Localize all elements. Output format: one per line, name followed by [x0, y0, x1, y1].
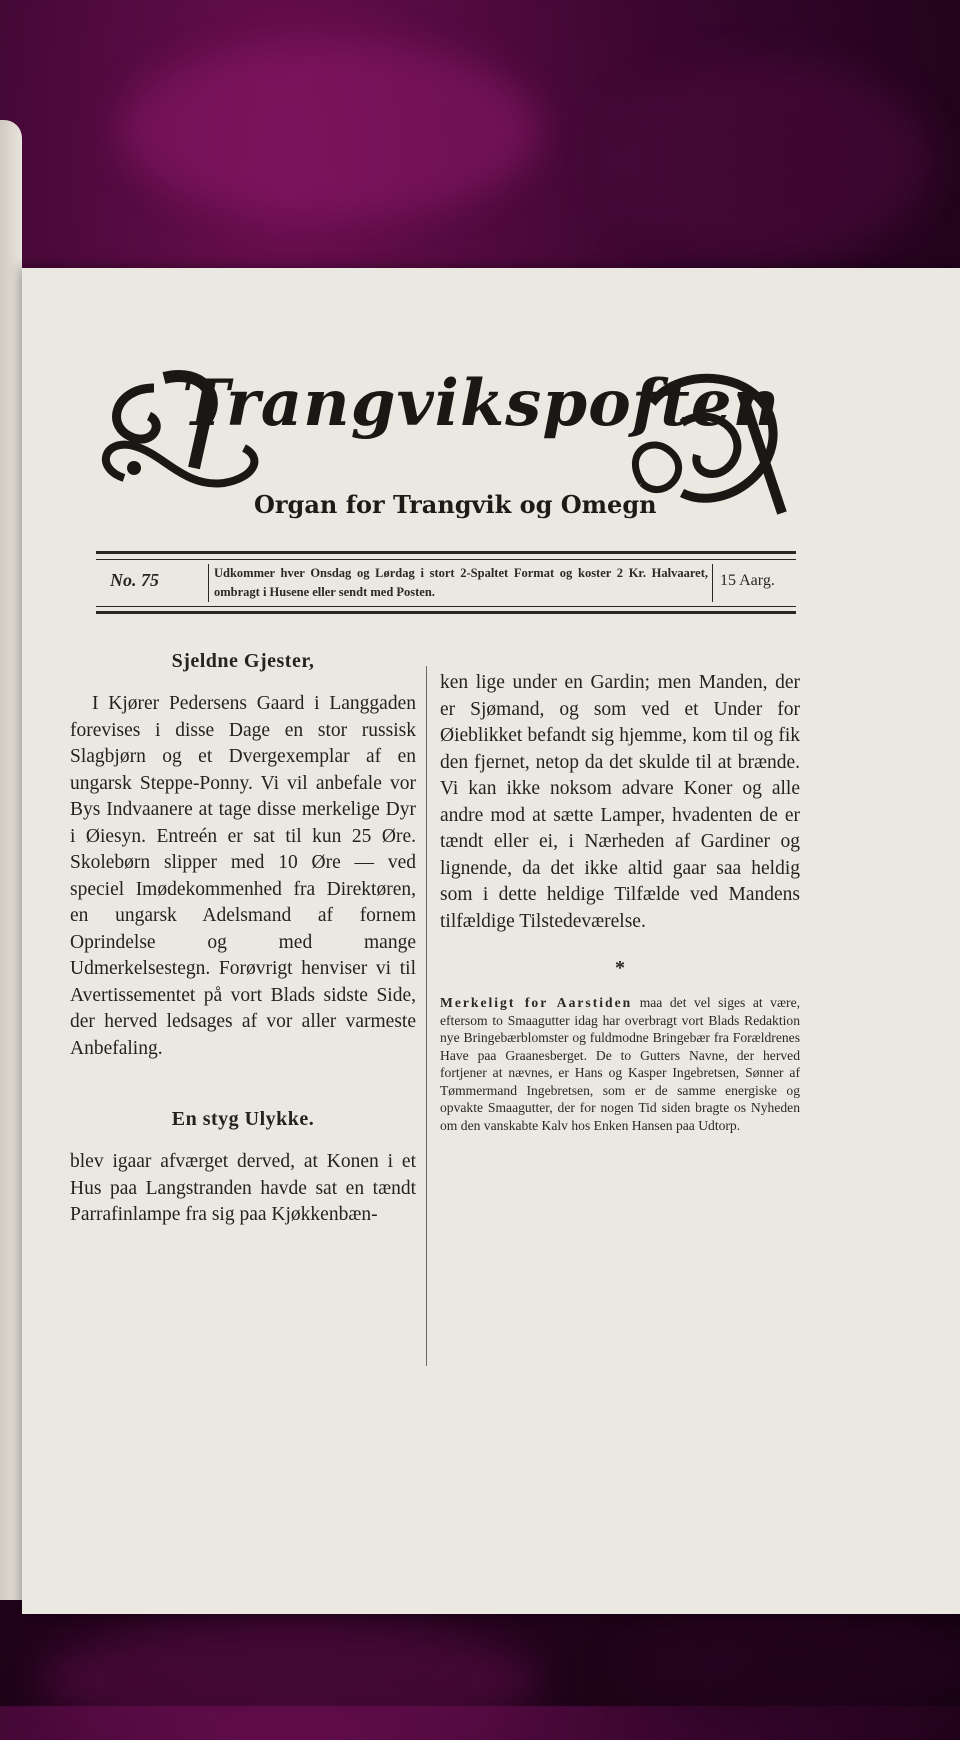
cloth-fold [40, 1620, 540, 1740]
column-divider [426, 666, 427, 1366]
masthead [22, 268, 960, 598]
section-separator: * [615, 957, 625, 979]
cloth-fold [600, 60, 930, 260]
newspaper-page [22, 268, 960, 1614]
article-heading: Sjeldne Gjester, [171, 650, 315, 672]
strip-divider [712, 564, 713, 602]
right-column [440, 670, 800, 1134]
masthead-rule [96, 606, 796, 607]
masthead-rule [96, 611, 796, 614]
left-column [70, 650, 416, 1229]
notice-text: maa det vel siges at være, eftersom to Smaagutter idag har overbragt vort Blads Redaktion nye Bringebærblomster og fuldmodne Bringebær fra Forældrenes Have paa Graanesberget. De to Gutters Navne, der herved fortjener at nævnes, er Hans og Kasper Ingebretsen, Sønner af Tømmermand Ingebretsen, som er de samme energiske og opvakte Smaagutter, der for nogen Tid siden bragte os Nyheden om den vanskabte Kalv hos Enken Hansen paa Udtorp. [440, 995, 800, 1133]
strip-divider [208, 564, 209, 602]
article-body: blev igaar afværget derved, at Konen i et Hus paa Langstranden havde sat en tændt Parrafinlampe fra sig paa Kjøkkenbæn- [70, 1151, 416, 1225]
previous-page-edge [0, 120, 22, 1600]
publication-info: Udkommer hver Onsdag og Lørdag i stort 2-Spaltet Format og koster 2 Kr. Halvaaret, ombragt i Husene eller sendt med Posten. [214, 566, 708, 599]
newspaper-subtitle: Organ for Trangvik og Omegn [254, 490, 657, 519]
notice-lead: Merkeligt for Aarstiden [440, 995, 633, 1010]
article-body: I Kjører Pedersens Gaard i Langgaden forevises i disse Dage en stor russisk Slagbjørn og et Dvergexemplar af en ungarsk Steppe-Ponny. Vi vil anbefale vor Bys Indvaanere at tage disse merkelige Dyr i Øiesyn. Entreén er sat til kun 25 Øre. Skolebørn slipper med 10 Øre — ved speciel Imødekommenhed fra Direktøren, en ungarsk Adelsmand af fornem Oprindelse og med mange Udmerkelsestegn. Forøvrigt henviser vi til Avertissementet på vort Blads sidste Side, der herved ledsages af vor aller varmeste Anbefaling. [70, 693, 416, 1059]
cloth-fold [620, 1610, 960, 1720]
notice-body [440, 994, 800, 1134]
newspaper-title: Trangvikspoften [182, 366, 781, 441]
masthead-rule [96, 551, 796, 554]
issue-info-strip [96, 560, 796, 606]
cloth-fold [120, 40, 540, 220]
issue-number: No. 75 [110, 570, 159, 590]
volume-year: 15 Aarg. [720, 572, 775, 589]
article-heading: En styg Ulykke. [171, 1108, 315, 1130]
article-body-continued: ken lige under en Gardin; men Manden, der er Sjømand, og som ved et Under for Øieblikket befandt sig hjemme, kom til og fik den fjernet, netop da det skulde til at brænde. Vi kan ikke noksom advare Koner og alle andre mod at sætte Lamper, hvadenten de er tændt eller ei, i Nærheden af Gardiner og lignende, da det ikke altid gaar saa heldig som i dette heldige Tilfælde ved Mandens tilfældige Tilstedeværelse. [440, 672, 800, 932]
